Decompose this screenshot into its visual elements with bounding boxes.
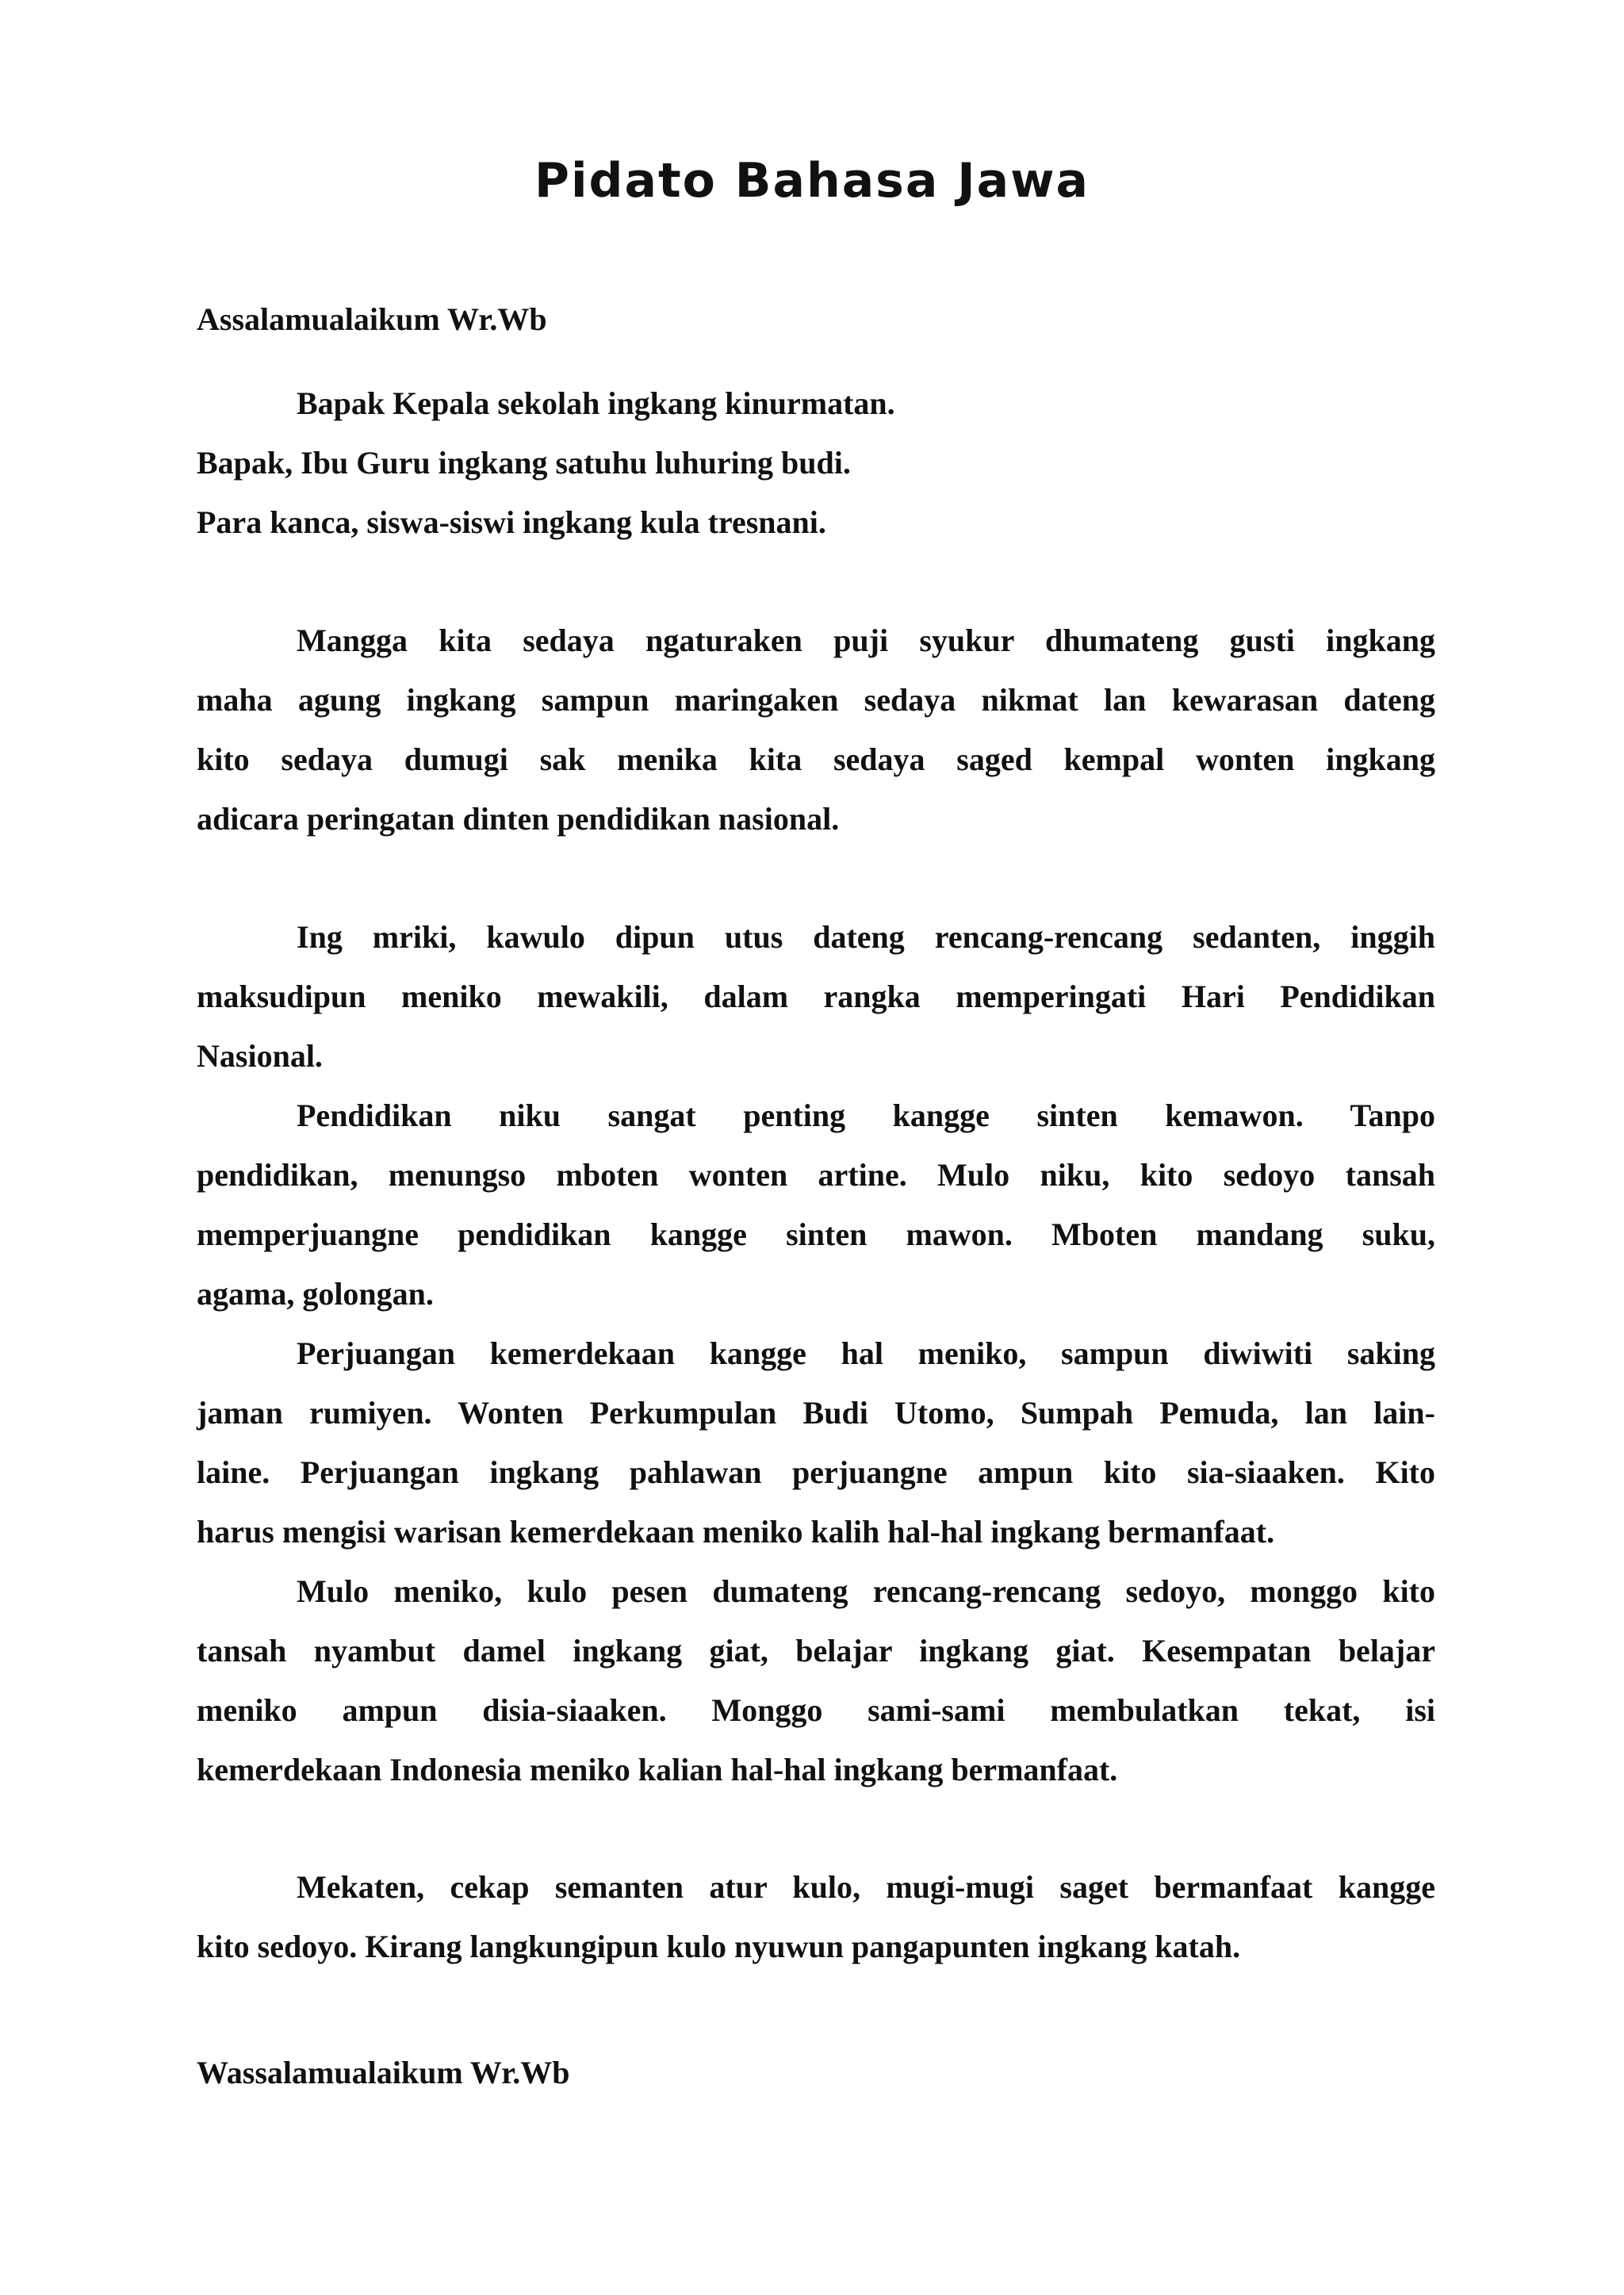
paragraph-line: kito sedaya dumugi sak menika kita sedaya saged kempal wonten ingkang (197, 741, 1435, 777)
salutation-line: Bapak Kepala sekolah ingkang kinurmatan. (297, 385, 895, 421)
paragraph-line: Mangga kita sedaya ngaturaken puji syukur dhumateng gusti ingkang (297, 623, 1435, 658)
salutation-line: Bapak, Ibu Guru ingkang satuhu luhuring budi. (197, 445, 851, 481)
paragraph-line: tansah nyambut damel ingkang giat, belajar ingkang giat. Kesempatan belajar (197, 1633, 1435, 1669)
paragraph (197, 1857, 1435, 1976)
salutation-line: Para kanca, siswa-siswi ingkang kula tresnani. (197, 504, 826, 540)
paragraph (197, 611, 1435, 849)
paragraph-line: Nasional. (197, 1038, 323, 1074)
document-title: Pidato Bahasa Jawa (534, 153, 1090, 209)
paragraph-line: Pendidikan niku sangat penting kangge sinten kemawon. Tanpo (297, 1098, 1435, 1133)
paragraph-line: maha agung ingkang sampun maringaken sedaya nikmat lan kewarasan dateng (197, 682, 1435, 718)
paragraph-line: memperjuangne pendidikan kangge sinten mawon. Mboten mandang suku, (197, 1216, 1435, 1252)
paragraph-line: maksudipun meniko mewakili, dalam rangka memperingati Hari Pendidikan (197, 979, 1435, 1014)
paragraph-line: harus mengisi warisan kemerdekaan meniko kalih hal-hal ingkang bermanfaat. (197, 1514, 1275, 1550)
paragraph-line: kito sedoyo. Kirang langkungipun kulo nyuwun pangapunten ingkang katah. (197, 1929, 1241, 1964)
paragraph-line: Perjuangan kemerdekaan kangge hal meniko, sampun diwiwiti saking (297, 1335, 1435, 1371)
paragraph-line: pendidikan, menungso mboten wonten artine. Mulo niku, kito sedoyo tansah (197, 1157, 1435, 1193)
paragraph-line: jaman rumiyen. Wonten Perkumpulan Budi Utomo, Sumpah Pemuda, lan lain- (197, 1395, 1435, 1431)
paragraph-line: Mulo meniko, kulo pesen dumateng rencang-rencang sedoyo, monggo kito (297, 1573, 1435, 1609)
closing-greeting (197, 2043, 1435, 2102)
paragraph-line: Mekaten, cekap semanten atur kulo, mugi-mugi saget bermanfaat kangge (297, 1869, 1435, 1905)
paragraph (197, 907, 1435, 1799)
paragraph-line: Ing mriki, kawulo dipun utus dateng rencang-rencang sedanten, inggih (297, 919, 1435, 955)
paragraph-line: laine. Perjuangan ingkang pahlawan perjuangne ampun kito sia-siaaken. Kito (197, 1454, 1435, 1490)
paragraph-line: kemerdekaan Indonesia meniko kalian hal-hal ingkang bermanfaat. (197, 1752, 1118, 1787)
salutations (197, 374, 1435, 552)
paragraph-line: agama, golongan. (197, 1276, 434, 1312)
paragraph-line: meniko ampun disia-siaaken. Monggo sami-sami membulatkan tekat, isi (197, 1692, 1435, 1728)
opening-greeting-text: Assalamualaikum Wr.Wb (197, 301, 547, 337)
opening-greeting (197, 289, 1435, 349)
paragraph-line: adicara peringatan dinten pendidikan nasional. (197, 801, 840, 837)
closing-greeting-text: Wassalamualaikum Wr.Wb (197, 2055, 570, 2090)
